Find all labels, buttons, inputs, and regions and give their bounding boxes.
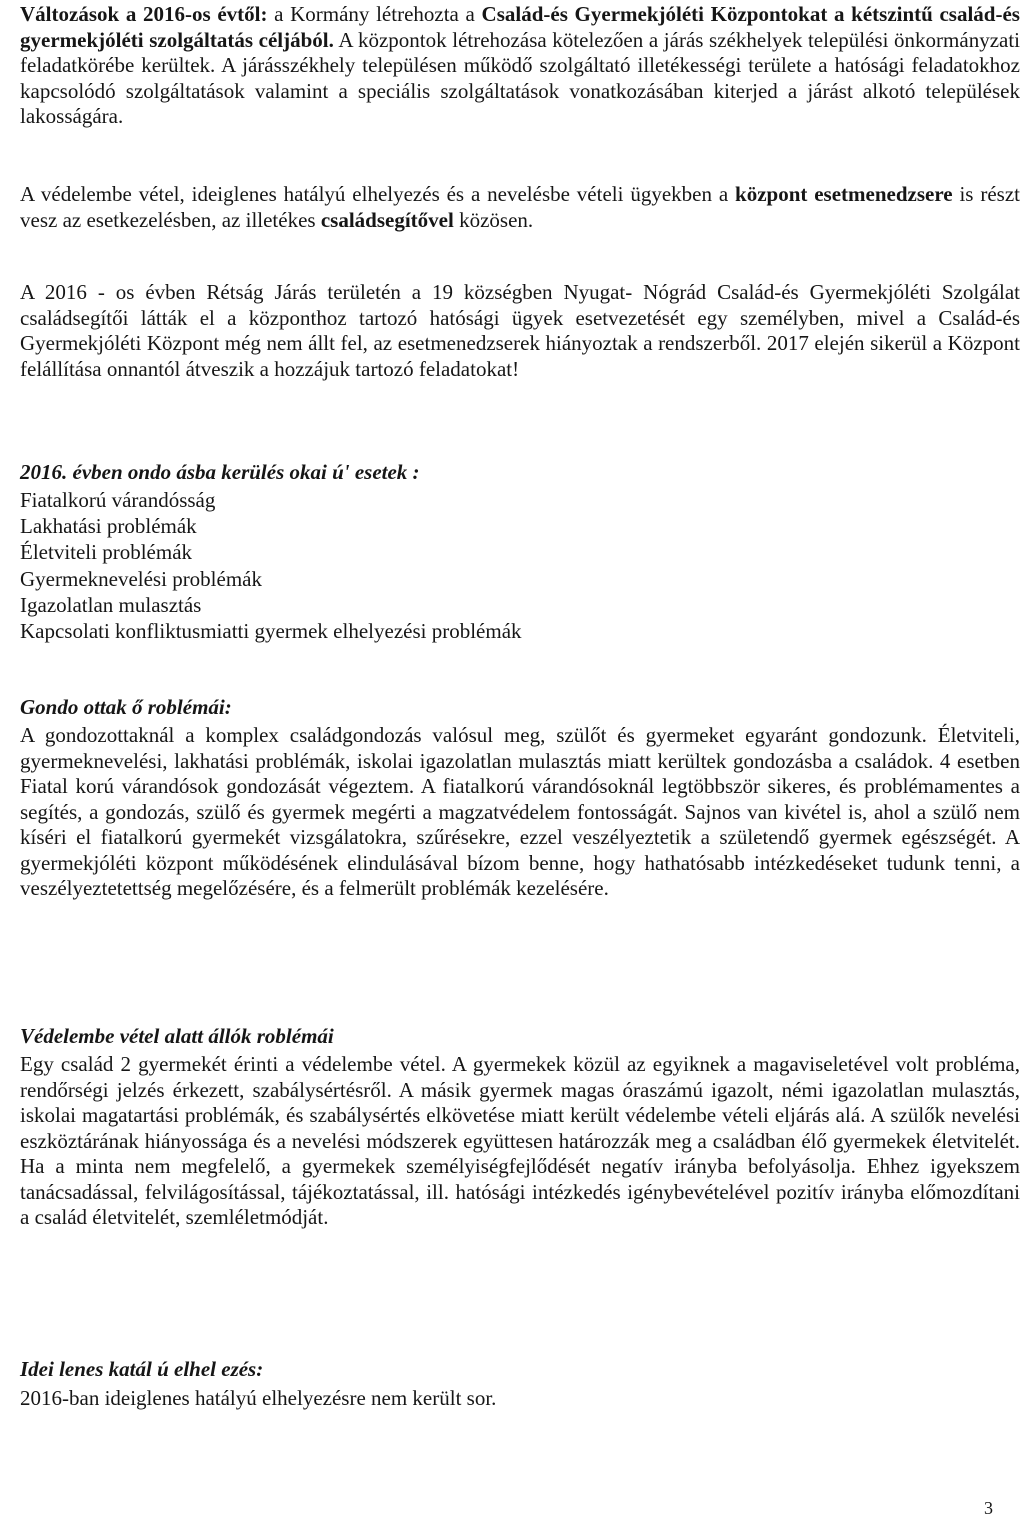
intro-text: is részt vesz az esetkezelésben, az illetékes bbox=[20, 182, 1020, 232]
protection-heading: Védelembe vétel alatt állók roblémái bbox=[20, 1024, 334, 1048]
intro-paragraph-3: A 2016 - os évben Rétság Járás területén a 19 községben Nyugat- Nógrád Család-és Gyermekjóléti Szolgálat családsegítői látták el a központhoz tartozó hatósági ügyek esetvezetését egy személyben, mivel a Család-és Gyermekjóléti Központ még nem állt fel, az esetmenedzserek hiányoztak a rendszerből. 2017 elején sikerül a Központ felállítása onnantól átveszik a hozzájuk tartozó feladatokat! bbox=[20, 280, 1020, 381]
list-item: Gyermeknevelési problémák bbox=[20, 566, 262, 591]
changes-lead-bold: Változások a 2016-os évtől: bbox=[20, 2, 268, 26]
list-item: Lakhatási problémák bbox=[20, 514, 197, 539]
list-item: Igazolatlan mulasztás bbox=[20, 592, 202, 617]
center-name-bold: Család-és Gyermekjóléti Központokat a kétszintű család-és gyermekjóléti szolgáltatás céljából. bbox=[20, 2, 1020, 52]
list-item: Fiatalkorú várandósság bbox=[20, 488, 216, 512]
page-number: 3 bbox=[984, 1498, 993, 1518]
intro-paragraph-2 bbox=[20, 182, 1020, 233]
clients-heading: Gondo ottak ő roblémái: bbox=[20, 695, 232, 719]
temporary-placement-paragraph: 2016-ban ideiglenes hatályú elhelyezésre nem került sor. bbox=[20, 1386, 497, 1410]
intro-text: A központok létrehozása kötelezően a járás székhelyek települési önkormányzati feladatkörébe kerültek. A járásszékhely településen működő szolgáltató illetékességi területe a hatósági feladatokhoz kapcsolódó szolgáltatások valamint a speciális szolgáltatások vonatkozásában kiterjed a járást alkotó települések lakosságára. bbox=[20, 27, 1021, 128]
protection-paragraph: Egy család 2 gyermekét érinti a védelembe vétel. A gyermekek közül az egyiknek a magaviseletével volt probléma, rendőrségi jelzés érkezett, szabálysértésről. A másik gyermek magas óraszámú igazolt, némi igazolatlan mulasztás, iskolai magatartási problémák, és szabálysértés elkövetése miatt került védelembe vételi eljárás alá. A szülők nevelési eszköztárának hiányossága és a nevelési módszerek együttesen határozzák meg a családban élő gyermekek életvitelét. Ha a minta nem megfelelő, a gyermekek személyiségfejlődését negatív irányba befolyásolja. Ehhez igyekszem tanácsadással, felvilágosítással, tájékoztatással, ill. hatósági intézkedés igénybevételével pozitív irányba előmozdítani a család életvitelét, szemléletmódját. bbox=[20, 1052, 1020, 1229]
list-item: Életviteli problémák bbox=[20, 540, 193, 565]
intro-text: közösen. bbox=[453, 207, 534, 232]
list-item: Kapcsolati konfliktusmiatti gyermek elhelyezési problémák bbox=[20, 619, 522, 644]
case-manager-bold: központ esetmenedzsere bbox=[735, 182, 953, 206]
family-helper-bold: családsegítővel bbox=[320, 207, 454, 232]
intro-paragraph-1 bbox=[20, 2, 1020, 130]
clients-paragraph: A gondozottaknál a komplex családgondozás valósul meg, szülőt és gyermeket egyaránt gondozunk. Életviteli, gyermeknevelési, lakhatási problémák, iskolai igazolatlan mulasztás miatt kerültek gondozásba a családok. 4 esetben Fiatal korú várandósok gondozását végeztem. A fiatalkorú várandósoknál legtöbbször sikeres, és problémamentes a segítés, a gondozás, szülő és gyermek megérti a magzatvédelem fontosságát. Sajnos van kivétel is, ahol a szülő nem kíséri el fiatalkorú gyermekét vizsgálatokra, szűrésekre, ezzel veszélyeztetik a születendő gyermek egészségét. A gyermekjóléti központ működésének elindulásával bízom benne, hogy hathatósabb intézkedéseket tudunk tenni, a veszélyeztetettség megelőzésére, és a felmerült problémák kezelésére. bbox=[20, 723, 1020, 900]
intro-text: a Kormány létrehozta a bbox=[267, 2, 482, 26]
causes-heading: 2016. évben ondo ásba kerülés okai ú' esetek : bbox=[20, 460, 420, 484]
temporary-placement-heading: Idei lenes katál ú elhel ezés: bbox=[20, 1357, 264, 1381]
causes-list bbox=[20, 487, 1020, 644]
intro-text: A védelembe vétel, ideiglenes hatályú elhelyezés és a nevelésbe vételi ügyekben a bbox=[20, 182, 736, 206]
